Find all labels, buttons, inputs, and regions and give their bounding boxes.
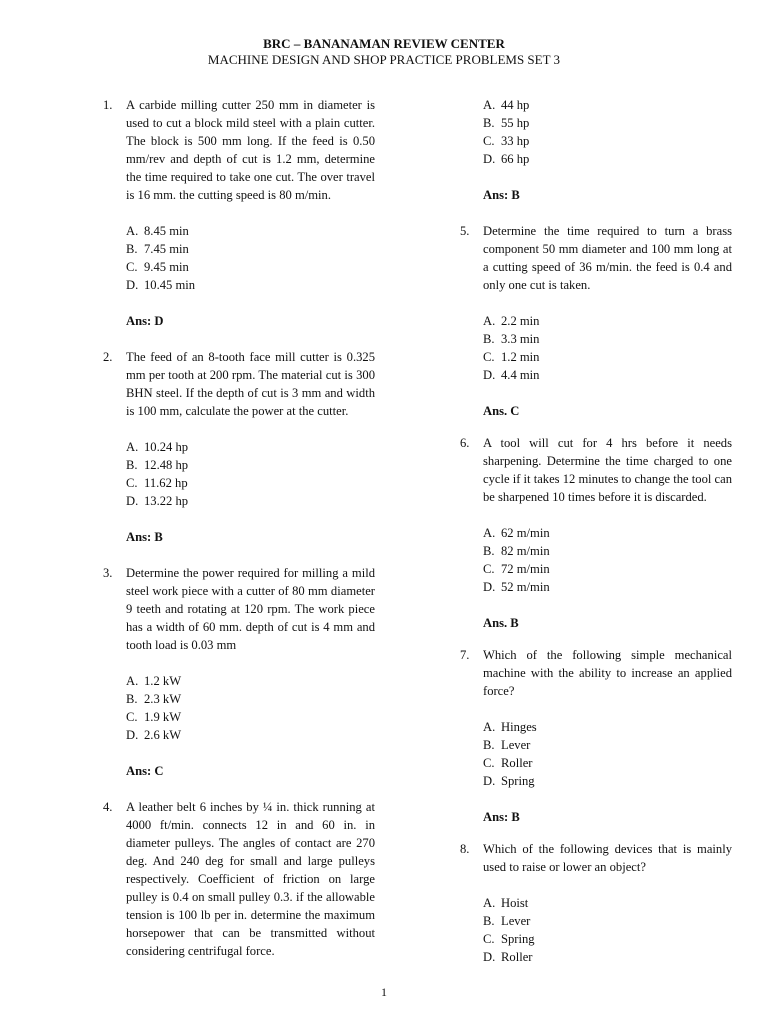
option-d: D. 4.4 min (483, 368, 540, 382)
left-column (103, 96, 375, 960)
option-d: D. 13.22 hp (126, 494, 189, 508)
option-c: C. Spring (483, 932, 535, 946)
page-number: 1 (381, 985, 387, 999)
question-text: A leather belt 6 inches by ¼ in. thick running at 4000 ft/min. connects 12 in and 60 in. in diameter pulleys. The angles of contact are 270 deg. And 240 deg for small and large pulleys respectively. Coefficient of friction on large pulley is 0.4 on small pulley 0.3. if the allowable tension is 100 lb per in. determine the maximum horsepower that can be transmitted without considering centrifugal force. (126, 800, 375, 958)
answer-1: Ans: D (126, 314, 164, 328)
question-4-options (460, 96, 732, 168)
option-d: D. 66 hp (483, 152, 530, 166)
question-text: Determine the time required to turn a brass component 50 mm diameter and 100 mm long at a cutting speed of 36 m/min. the feed is 0.4 and only one cut is taken. (483, 224, 732, 292)
question-number: 8. (460, 842, 470, 856)
question-5-options (460, 312, 732, 384)
answer-3: Ans: C (126, 764, 164, 778)
option-a: A. 44 hp (483, 98, 530, 112)
option-b: B. 7.45 min (126, 242, 189, 256)
question-text: A carbide milling cutter 250 mm in diameter is used to cut a block mild steel with a plain cutter. The block is 500 mm long. If the feed is 0.50 mm/rev and depth of cut is 1.2 mm, determine the time required to take one cut. The over travel is 16 mm. the cutting speed is 80 m/min. (126, 98, 375, 202)
question-number: 6. (460, 436, 470, 450)
option-b: B. 2.3 kW (126, 692, 182, 706)
question-number: 2. (103, 350, 113, 364)
option-a: A. Hinges (483, 720, 537, 734)
option-b: B. Lever (483, 914, 531, 928)
option-b: B. 82 m/min (483, 544, 550, 558)
option-c: C. 72 m/min (483, 562, 550, 576)
option-d: D. Spring (483, 774, 535, 788)
document-subtitle: MACHINE DESIGN AND SHOP PRACTICE PROBLEMS SET 3 (207, 52, 561, 67)
option-a: A. 1.2 kW (126, 674, 182, 688)
answer-4: Ans: B (483, 188, 520, 202)
question-number: 5. (460, 224, 470, 238)
answer-6: Ans. B (483, 616, 519, 630)
question-6 (460, 434, 732, 506)
option-c: C. 1.9 kW (126, 710, 182, 724)
option-b: B. 3.3 min (483, 332, 540, 346)
question-2 (103, 348, 375, 420)
question-number: 1. (103, 98, 113, 112)
option-d: D. 2.6 kW (126, 728, 182, 742)
option-a: A. Hoist (483, 896, 529, 910)
right-column (460, 96, 732, 966)
question-2-options (103, 438, 375, 510)
question-3-options (103, 672, 375, 744)
question-8 (460, 840, 732, 876)
question-text: Which of the following devices that is mainly used to raise or lower an object? (483, 842, 732, 874)
option-d: D. 10.45 min (126, 278, 196, 292)
question-1 (103, 96, 375, 204)
question-7 (460, 646, 732, 700)
answer-2: Ans: B (126, 530, 163, 544)
option-d: D. Roller (483, 950, 533, 964)
option-b: B. Lever (483, 738, 531, 752)
question-6-options (460, 524, 732, 596)
option-a: A. 10.24 hp (126, 440, 189, 454)
option-c: C. Roller (483, 756, 533, 770)
question-1-options (103, 222, 375, 294)
question-3 (103, 564, 375, 654)
option-c: C. 9.45 min (126, 260, 189, 274)
question-5 (460, 222, 732, 294)
question-4 (103, 798, 375, 960)
option-a: A. 62 m/min (483, 526, 550, 540)
question-text: The feed of an 8-tooth face mill cutter is 0.325 mm per tooth at 200 rpm. The material cut is 300 BHN steel. If the depth of cut is 3 mm and width is 100 mm, calculate the power at the cutter. (126, 350, 375, 418)
question-number: 3. (103, 566, 113, 580)
question-text: Which of the following simple mechanical machine with the ability to increase an applied force? (483, 648, 732, 698)
question-number: 4. (103, 800, 113, 814)
question-text: Determine the power required for milling a mild steel work piece with a cutter of 80 mm diameter 9 teeth and rotating at 120 rpm. The work piece has a width of 60 mm. depth of cut is 4 mm and tooth load is 0.03 mm (126, 566, 375, 652)
option-c: C. 1.2 min (483, 350, 540, 364)
page-header (0, 36, 768, 68)
option-c: C. 11.62 hp (126, 476, 188, 490)
answer-5: Ans. C (483, 404, 520, 418)
question-8-options (460, 894, 732, 966)
option-a: A. 2.2 min (483, 314, 540, 328)
question-7-options (460, 718, 732, 790)
option-d: D. 52 m/min (483, 580, 550, 594)
document-title: BRC – BANANAMAN REVIEW CENTER (263, 36, 505, 51)
option-c: C. 33 hp (483, 134, 530, 148)
question-number: 7. (460, 648, 470, 662)
question-text: A tool will cut for 4 hrs before it needs sharpening. Determine the time charged to one cycle if it takes 12 minutes to change the tool can be sharpened 10 times before it is discarded. (483, 436, 732, 504)
answer-7: Ans: B (483, 810, 520, 824)
option-b: B. 12.48 hp (126, 458, 189, 472)
option-a: A. 8.45 min (126, 224, 189, 238)
option-b: B. 55 hp (483, 116, 530, 130)
